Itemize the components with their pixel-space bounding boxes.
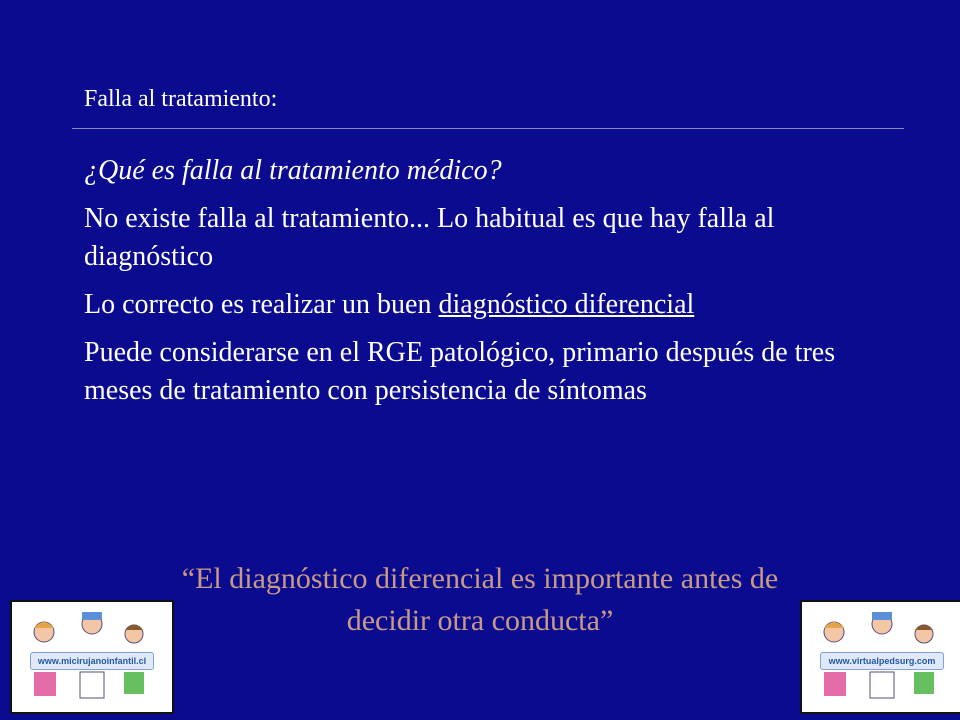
paragraph-2 xyxy=(84,286,844,324)
paragraph-2-text: Lo correcto es realizar un buen xyxy=(84,289,439,320)
paragraph-3: Puede considerarse en el RGE patológico, primario después de tres meses de tratamiento con persistencia de síntomas xyxy=(84,337,836,406)
title-divider xyxy=(72,128,904,129)
question-text: ¿Qué es falla al tratamiento médico? xyxy=(84,155,502,186)
micirujanoinfantil-logo xyxy=(10,600,174,714)
diagnostico-diferencial-link[interactable]: diagnóstico diferencial xyxy=(438,289,695,320)
paragraph-1: No existe falla al tratamiento... Lo habitual es que hay falla al diagnóstico xyxy=(84,203,775,272)
left-logo-url: www.micirujanoinfantil.cl xyxy=(30,652,154,670)
slide-title: Falla al tratamiento: xyxy=(84,86,278,112)
slide-body xyxy=(84,152,844,420)
right-logo-url: www.virtualpedsurg.com xyxy=(820,652,944,670)
virtualpedsurg-logo xyxy=(800,600,960,714)
closing-quote: “El diagnóstico diferencial es importante antes de decidir otra conducta” xyxy=(181,562,779,637)
